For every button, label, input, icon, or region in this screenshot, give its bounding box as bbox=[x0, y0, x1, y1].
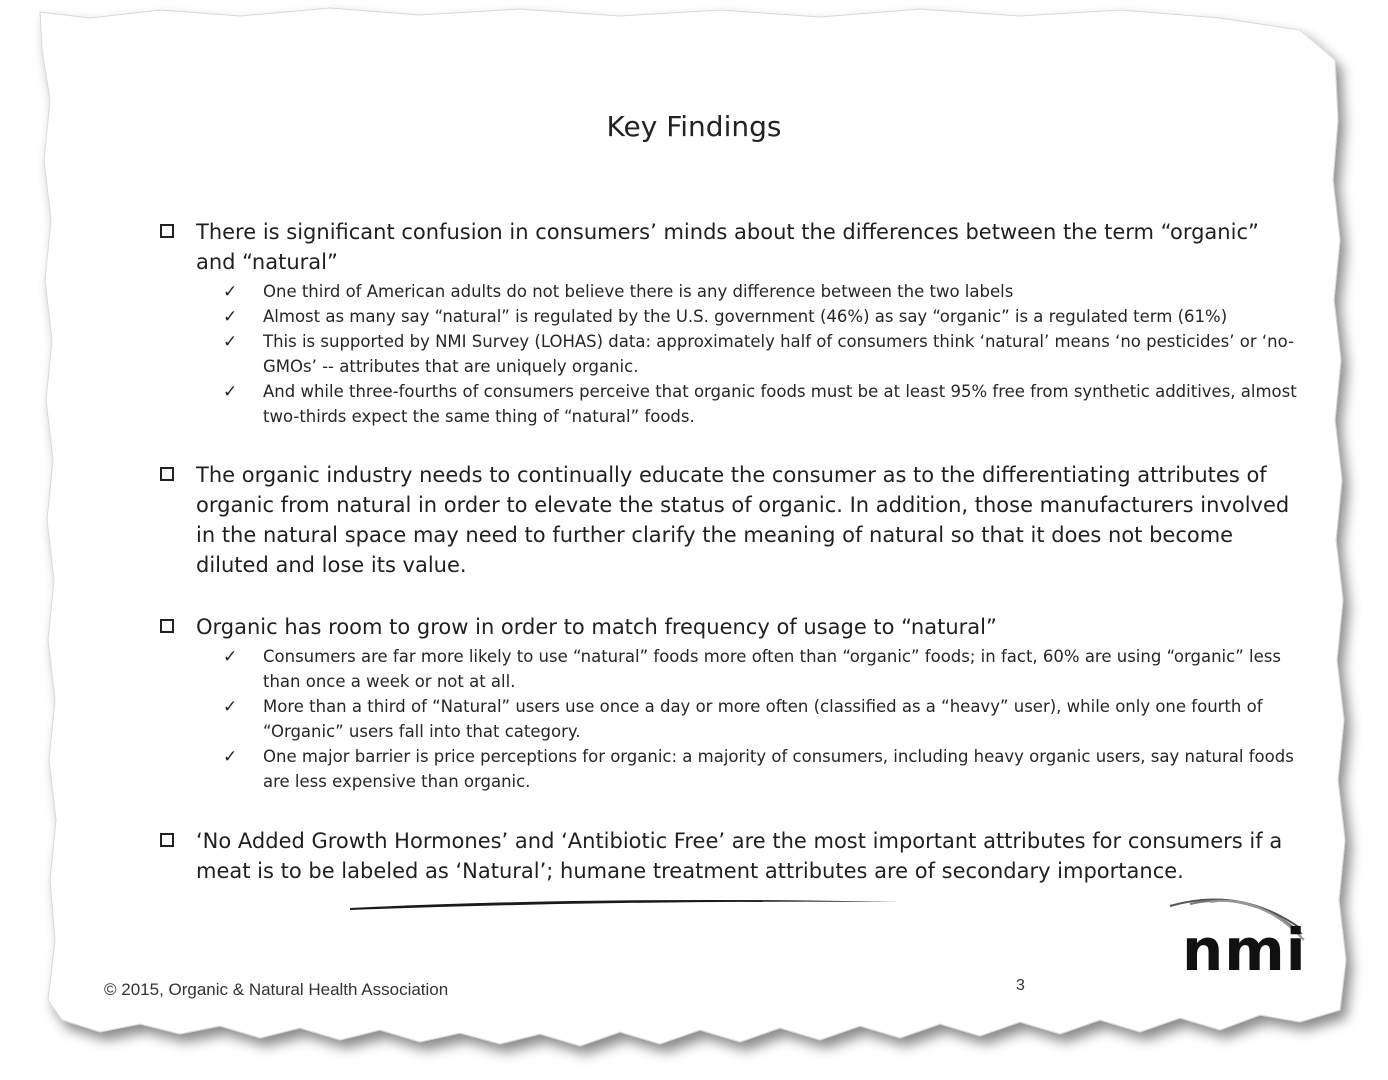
checkmark-icon: ✓ bbox=[223, 332, 238, 351]
finding-text: ‘No Added Growth Hormones’ and ‘Antibiotic Free’ are the most important attributes for consumers if a meat is to be labeled as ‘Natural’; humane treatment attributes are of secondary importance. bbox=[196, 829, 1283, 883]
finding-text: Organic has room to grow in order to match frequency of usage to “natural” bbox=[196, 615, 997, 639]
nmi-logo bbox=[1160, 888, 1310, 988]
sub-bullet bbox=[223, 279, 1300, 304]
checkbox-icon bbox=[160, 467, 174, 481]
sub-bullet-text: This is supported by NMI Survey (LOHAS) data: approximately half of consumers think ‘natural’ means ‘no pesticides’ or ‘no-GMOs’ -- attributes that are uniquely organic. bbox=[263, 332, 1294, 376]
sub-bullet-text: And while three-fourths of consumers perceive that organic foods must be at least 95% free from synthetic additives, almost two-thirds expect the same thing of “natural” foods. bbox=[263, 382, 1297, 426]
checkmark-icon: ✓ bbox=[223, 747, 238, 766]
sub-bullet-text: Almost as many say “natural” is regulated by the U.S. government (46%) as say “organic” is a regulated term (61%) bbox=[263, 307, 1228, 326]
sub-bullet bbox=[223, 329, 1300, 379]
checkmark-icon: ✓ bbox=[223, 647, 238, 666]
page-number: 3 bbox=[1016, 977, 1025, 994]
sub-bullet bbox=[223, 694, 1300, 744]
finding-text: The organic industry needs to continually educate the consumer as to the differentiating attributes of organic from natural in order to elevate the status of organic. In addition, those manufacturers involved in the natural space may need to further clarify the meaning of natural so that it does not become diluted and lose its value. bbox=[196, 463, 1290, 577]
sub-bullet-text: More than a third of “Natural” users use once a day or more often (classified as a “heavy” user), while only one fourth of “Organic” users fall into that category. bbox=[263, 697, 1263, 741]
finding-text: There is significant confusion in consumers’ minds about the differences between the term “organic” and “natural” bbox=[196, 220, 1259, 274]
sub-bullet-text: One third of American adults do not believe there is any difference between the two labels bbox=[263, 282, 1014, 301]
sub-bullet bbox=[223, 379, 1300, 429]
finding-4 bbox=[160, 826, 1300, 886]
page-title: Key Findings bbox=[606, 110, 782, 143]
finding-3 bbox=[160, 612, 1300, 794]
sub-bullet bbox=[223, 644, 1300, 694]
sub-bullet-text: One major barrier is price perceptions for organic: a majority of consumers, including heavy organic users, say natural foods are less expensive than organic. bbox=[263, 747, 1294, 791]
logo-text: nmi bbox=[1182, 916, 1307, 984]
checkmark-icon: ✓ bbox=[223, 382, 238, 401]
checkbox-icon bbox=[160, 833, 174, 847]
sub-bullet bbox=[223, 304, 1300, 329]
checkbox-icon bbox=[160, 224, 174, 238]
finding-1 bbox=[160, 217, 1300, 429]
footer-copyright: © 2015, Organic & Natural Health Association bbox=[104, 980, 449, 999]
checkmark-icon: ✓ bbox=[223, 307, 238, 326]
sub-bullet-list bbox=[223, 279, 1300, 429]
sub-bullet-list bbox=[223, 644, 1300, 794]
checkbox-icon bbox=[160, 619, 174, 633]
checkmark-icon: ✓ bbox=[223, 282, 238, 301]
checkmark-icon: ✓ bbox=[223, 697, 238, 716]
finding-2 bbox=[160, 460, 1300, 580]
sub-bullet bbox=[223, 744, 1300, 794]
sub-bullet-text: Consumers are far more likely to use “natural” foods more often than “organic” foods; in fact, 60% are using “organic” less than once a week or not at all. bbox=[263, 647, 1281, 691]
